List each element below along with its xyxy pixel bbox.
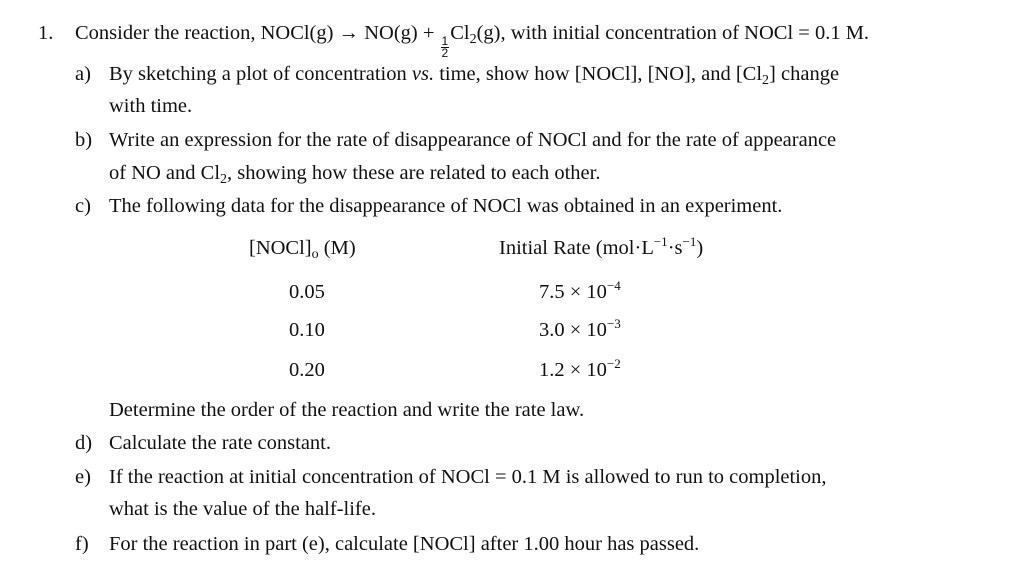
part-b-text: Write an expression for the rate of disappearance of NOCl and for the rate of appearance [109, 129, 837, 151]
table-header-rate: Initial Rate $(mol\cdot L^{-1}\cdot s^{-1})$ [499, 234, 704, 259]
table-cell-conc: 0.10 [289, 319, 325, 341]
question-intro [75, 21, 869, 59]
table-header-concentration: $[NOCl]_o$ (M) [249, 237, 356, 262]
part-c-label: c) [75, 195, 91, 217]
part-c-text-after: Determine the order of the reaction and write the rate law. [109, 399, 585, 421]
table-cell-rate: $1.2 \times 10^{-2}$ [539, 356, 621, 381]
part-a-label: a) [75, 63, 91, 85]
table-cell-rate: $3.0 \times 10^{-3}$ [539, 316, 621, 341]
subscript: 2 [469, 32, 477, 47]
table-cell-conc: 0.20 [289, 359, 325, 381]
part-e-text: If the reaction at initial concentration of NOCl = 0.1 M is allowed to run to completion, [109, 466, 827, 488]
table-cell-rate: $7.5 \times 10^{-4}$ [539, 278, 621, 303]
part-f-label: f) [75, 533, 89, 555]
part-d-label: d) [75, 432, 93, 454]
question-number: 1. [38, 22, 54, 44]
part-f-text: For the reaction in part (e), calculate [NOCl] after 1.00 hour has passed. [109, 533, 700, 555]
part-b-label: b) [75, 129, 93, 151]
part-a-text-2: with time. [109, 95, 193, 117]
part-d-text: Calculate the rate constant. [109, 432, 331, 454]
intro-text: Cl [450, 22, 470, 44]
part-e-label: e) [75, 466, 91, 488]
part-b-text-2: of NO and $Cl_2$, showing how these are related to each other. [109, 162, 601, 187]
intro-text: (g), with initial concentration of NOCl = 0.1 M. [476, 22, 870, 44]
part-e-text-2: what is the value of the half-life. [109, 498, 376, 520]
intro-text: Consider the reaction, NOCl(g) → NO(g) + [75, 22, 440, 44]
fraction-one-half: $\frac{1}{2}$ [441, 34, 449, 60]
part-a-text: By sketching a plot of concentration vs. time, show how [NOCl], [NO], and $[Cl_2]$ change [109, 63, 840, 88]
table-cell-conc: 0.05 [289, 281, 325, 303]
part-c-text: The following data for the disappearance of NOCl was obtained in an experiment. [109, 195, 783, 217]
